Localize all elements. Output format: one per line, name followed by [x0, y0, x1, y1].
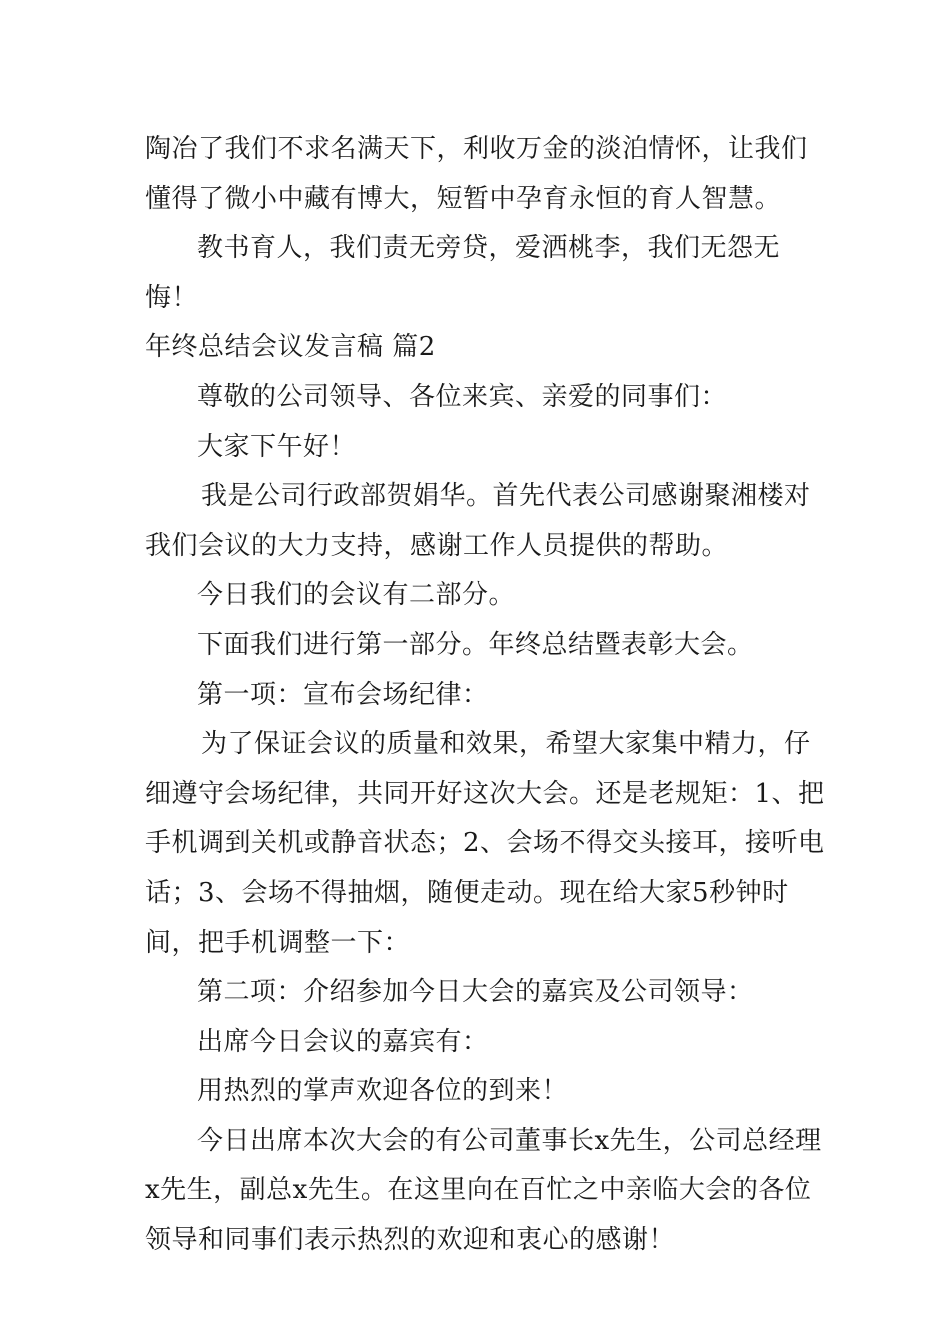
paragraph-part-one: 下面我们进行第一部分。年终总结暨表彰大会。 — [197, 629, 754, 660]
paragraph-welcome: 用热烈的掌声欢迎各位的到来！ — [197, 1076, 569, 1107]
paragraph-item-one: 第一项：宣布会场纪律： — [197, 679, 489, 710]
paragraph-continuation: 陶冶了我们不求名满天下，利收万金的淡泊情怀，让我们懂得了微小中藏有博大，短暂中孕育永恒的育人智慧。 — [145, 134, 808, 214]
paragraph-meeting-rules: 为了保证会议的质量和效果，希望大家集中精力，仔细遵守会场纪律，共同开好这次大会。还是老规矩：1、把手机调到关机或静音状态；2、会场不得交头接耳，接听电话；3、会场不得抽烟，随便走动。现在给大家5秒钟时间，把手机调整一下： — [145, 729, 825, 958]
paragraph-item-two: 第二项：介绍参加今日大会的嘉宾及公司领导： — [197, 977, 754, 1008]
paragraph-greeting: 大家下午好！ — [197, 431, 357, 462]
paragraph-agenda-overview: 今日我们的会议有二部分。 — [197, 580, 516, 611]
section-heading: 年终总结会议发言稿 篇2 — [145, 332, 436, 363]
paragraph-attendees: 今日出席本次大会的有公司董事长x先生，公司总经理x先生，副总x先生。在这里向在百忙之中亲临大会的各位领导和同事们表示热烈的欢迎和衷心的感谢！ — [145, 1125, 822, 1256]
paragraph-salutation: 尊敬的公司领导、各位来宾、亲爱的同事们： — [197, 381, 728, 412]
document-body — [145, 125, 825, 1266]
paragraph-motto: 教书育人，我们责无旁贷，爱洒桃李，我们无怨无悔！ — [145, 233, 781, 313]
paragraph-introduction: 我是公司行政部贺娟华。首先代表公司感谢聚湘楼对我们会议的大力支持，感谢工作人员提供的帮助。 — [145, 481, 811, 561]
paragraph-guests: 出席今日会议的嘉宾有： — [197, 1026, 489, 1057]
